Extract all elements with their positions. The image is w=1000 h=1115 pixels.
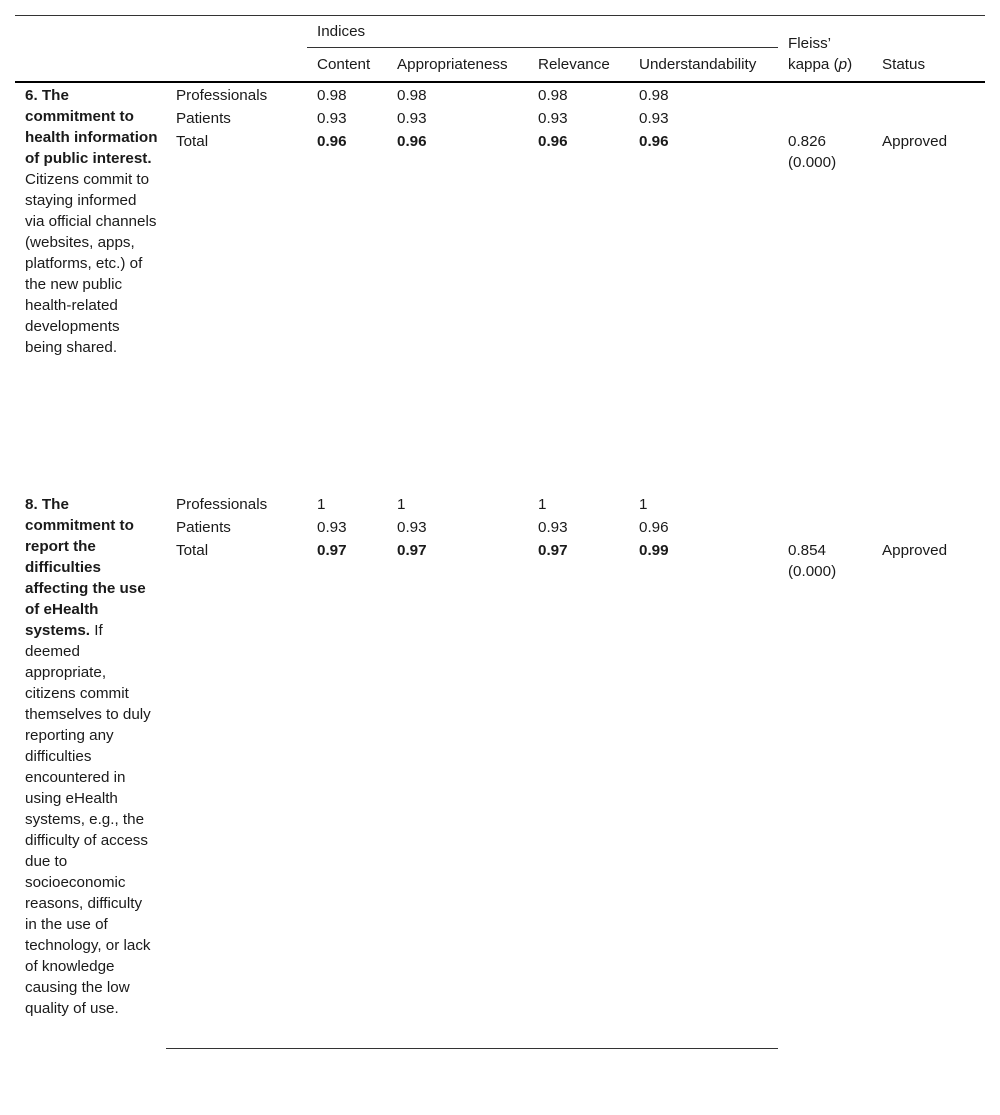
status-value-empty xyxy=(872,82,985,106)
item-description-cell xyxy=(15,492,166,1049)
table-container xyxy=(15,15,985,1049)
status-value: Approved xyxy=(882,133,948,150)
header-understandability: Understandability xyxy=(629,48,778,83)
understandability-value: 0.99 xyxy=(639,542,669,559)
content-value: 0.93 xyxy=(317,519,347,536)
header-fleiss-kappa: Fleiss’ kappa (p) xyxy=(778,16,872,83)
understandability-value: 0.96 xyxy=(639,133,669,150)
appropriateness-value: 0.93 xyxy=(397,519,427,536)
kappa-value-empty xyxy=(778,492,872,515)
relevance-value: 0.93 xyxy=(538,110,568,127)
relevance-value: 0.93 xyxy=(538,519,568,536)
header-appropriateness: Appropriateness xyxy=(387,48,528,83)
status-value-empty xyxy=(872,515,985,538)
relevance-value: 1 xyxy=(538,496,547,513)
understandability-value: 0.98 xyxy=(639,87,669,104)
appropriateness-value: 0.96 xyxy=(397,133,427,150)
kappa-value-empty xyxy=(778,515,872,538)
item-description: Citizens commit to staying informed via official channels (websites, apps, platforms, etc.) of the new public health-related developments being shared. xyxy=(25,171,157,356)
content-value: 0.98 xyxy=(317,87,347,104)
table-body xyxy=(15,82,985,1049)
content-value: 0.97 xyxy=(317,542,347,559)
appropriateness-value: 1 xyxy=(397,496,406,513)
group-label: Total xyxy=(176,542,209,559)
relevance-value: 0.96 xyxy=(538,133,568,150)
table-row xyxy=(15,492,985,515)
kappa-value-empty xyxy=(778,106,872,129)
understandability-value: 1 xyxy=(639,496,648,513)
relevance-value: 0.98 xyxy=(538,87,568,104)
item-description: If deemed appropriate, citizens commit themselves to duly reporting any difficulties encountered in using eHealth systems, e.g., the difficulty of access due to socioeconomic reasons, difficulty in the use of technology, or lack of knowledge causing the low quality of use. xyxy=(25,622,151,1017)
table-row xyxy=(15,82,985,106)
status-value-empty xyxy=(872,492,985,515)
content-value: 1 xyxy=(317,496,326,513)
header-content: Content xyxy=(307,48,387,83)
group-label: Professionals xyxy=(176,87,268,104)
item-title: 8. The commitment to report the difficulties affecting the use of eHealth systems. xyxy=(25,496,146,639)
relevance-value: 0.97 xyxy=(538,542,568,559)
group-label: Patients xyxy=(176,519,231,536)
indices-table xyxy=(15,15,985,1049)
appropriateness-value: 0.93 xyxy=(397,110,427,127)
group-label: Professionals xyxy=(176,496,268,513)
understandability-value: 0.96 xyxy=(639,519,669,536)
kappa-value: 0.826 (0.000) xyxy=(788,133,837,171)
group-label: Total xyxy=(176,133,209,150)
content-value: 0.96 xyxy=(317,133,347,150)
understandability-value: 0.93 xyxy=(639,110,669,127)
kappa-value-empty xyxy=(778,82,872,106)
header-relevance: Relevance xyxy=(528,48,629,83)
header-empty-item xyxy=(15,16,166,83)
content-value: 0.93 xyxy=(317,110,347,127)
header-empty-group xyxy=(166,16,307,83)
item-description-cell xyxy=(15,82,166,492)
header-indices-group: Indices xyxy=(307,16,778,48)
status-value-empty xyxy=(872,106,985,129)
group-label: Patients xyxy=(176,110,231,127)
kappa-value: 0.854 (0.000) xyxy=(788,542,837,580)
appropriateness-value: 0.98 xyxy=(397,87,427,104)
appropriateness-value: 0.97 xyxy=(397,542,427,559)
table-header xyxy=(15,16,985,83)
item-title: 6. The commitment to health information of public interest. xyxy=(25,87,158,167)
status-value: Approved xyxy=(882,542,948,559)
header-status: Status xyxy=(872,16,985,83)
